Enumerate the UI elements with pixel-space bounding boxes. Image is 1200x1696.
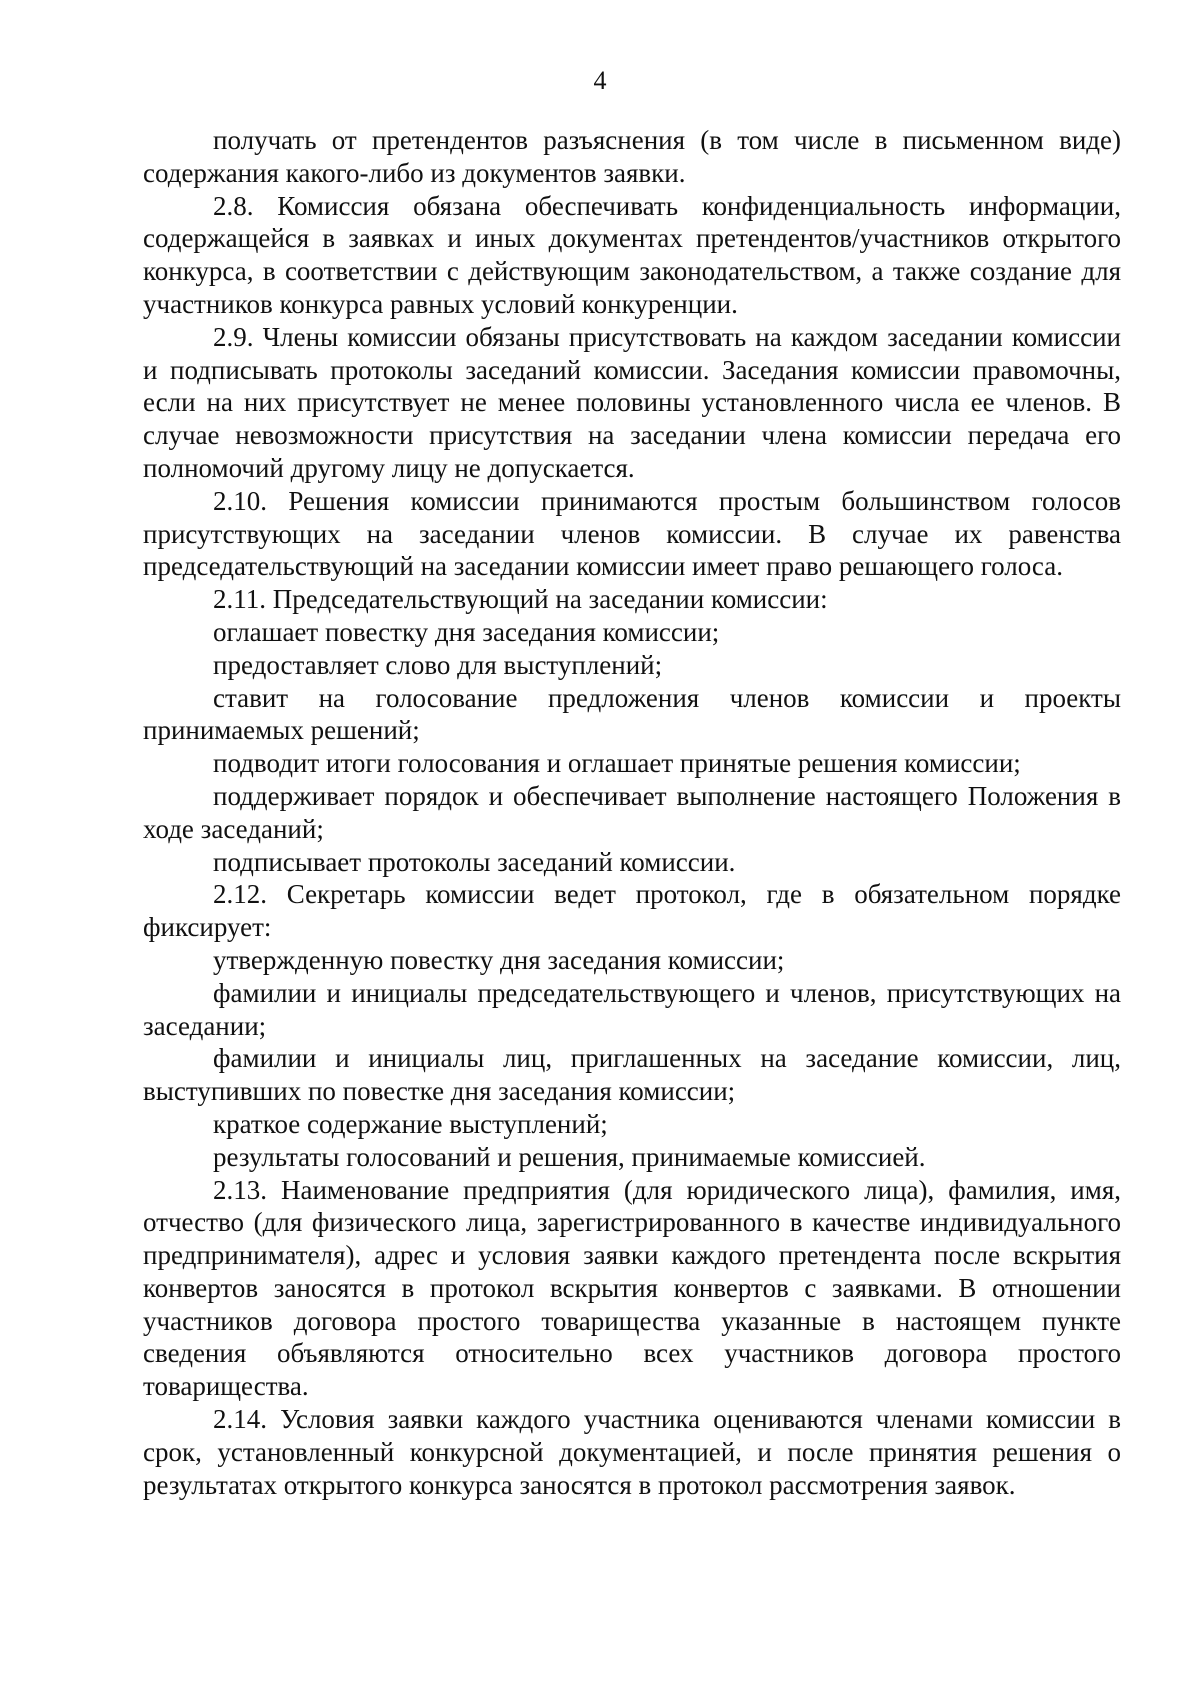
list-item: ставит на голосование предложения членов комиссии и проекты принимаемых решений; bbox=[143, 682, 1121, 746]
paragraph-2-8: 2.8. Комиссия обязана обеспечивать конфиденциальность информации, содержащейся в заявках и иных документах претендентов/участников открытого конкурса, в соответствии с действующим законодательством, а также создание для участников конкурса равных условий конкуренции. bbox=[143, 190, 1121, 319]
list-item: фамилии и инициалы председательствующего и членов, присутствующих на заседании; bbox=[143, 977, 1121, 1041]
document-body bbox=[143, 124, 1121, 1501]
list-item: поддерживает порядок и обеспечивает выполнение настоящего Положения в ходе заседаний; bbox=[143, 780, 1121, 844]
paragraph-2-14: 2.14. Условия заявки каждого участника оцениваются членами комиссии в срок, установленный конкурсной документацией, и после принятия решения о результатах открытого конкурса заносятся в протокол рассмотрения заявок. bbox=[143, 1404, 1121, 1500]
paragraph-2-9: 2.9. Члены комиссии обязаны присутствовать на каждом заседании комиссии и подписывать протоколы заседаний комиссии. Заседания комиссии правомочны, если на них присутствует не менее половины установленного числа ее членов. В случае невозможности присутствия на заседании члена комиссии передача его полномочий другому лицу не допускается. bbox=[143, 321, 1121, 483]
paragraph-2-10: 2.10. Решения комиссии принимаются простым большинством голосов присутствующих на заседании членов комиссии. В случае их равенства председательствующий на заседании комиссии имеет право решающего голоса. bbox=[143, 485, 1121, 582]
paragraph-2-12: 2.12. Секретарь комиссии ведет протокол, где в обязательном порядке фиксирует: bbox=[143, 879, 1121, 943]
list-item: утвержденную повестку дня заседания комиссии; bbox=[213, 944, 785, 975]
list-item: подписывает протоколы заседаний комиссии. bbox=[213, 846, 736, 877]
list-item: краткое содержание выступлений; bbox=[213, 1108, 608, 1139]
paragraph-continuation: получать от претендентов разъяснения (в том числе в письменном виде) содержания какого-либо из документов заявки. bbox=[143, 125, 1121, 188]
list-item: предоставляет слово для выступлений; bbox=[213, 649, 663, 680]
page-number: 4 bbox=[593, 66, 607, 95]
paragraph-2-11: 2.11. Председательствующий на заседании комиссии: bbox=[213, 584, 828, 615]
list-item: фамилии и инициалы лиц, приглашенных на заседание комиссии, лиц, выступивших по повестке дня заседания комиссии; bbox=[143, 1043, 1121, 1107]
paragraph-2-13: 2.13. Наименование предприятия (для юридического лица), фамилия, имя, отчество (для физического лица, зарегистрированного в качестве индивидуального предпринимателя), адрес и условия заявки каждого претендента после вскрытия конвертов заносятся в протокол вскрытия конвертов с заявками. В отношении участников договора простого товарищества указанные в настоящем пункте сведения объявляются относительно всех участников договора простого товарищества. bbox=[143, 1174, 1121, 1402]
list-item: результаты голосований и решения, принимаемые комиссией. bbox=[213, 1141, 926, 1172]
list-item: оглашает повестку дня заседания комиссии; bbox=[213, 616, 720, 647]
list-item: подводит итоги голосования и оглашает принятые решения комиссии; bbox=[213, 748, 1021, 779]
